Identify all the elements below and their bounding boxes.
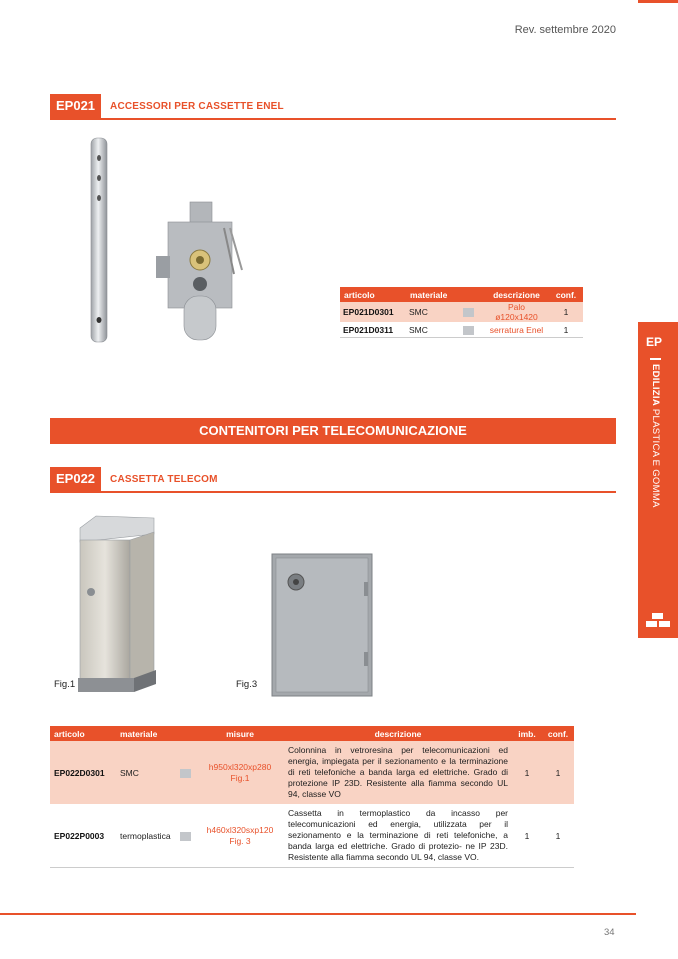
misure-fig: Fig. 3	[229, 835, 251, 846]
section-code: EP021	[50, 94, 101, 118]
telecom-column-image	[74, 514, 158, 696]
cell-materiale: SMC	[406, 302, 460, 322]
section-underline	[50, 118, 616, 120]
cell-materiale: SMC	[406, 322, 460, 338]
cell-conf: 1	[549, 322, 583, 338]
table-row	[50, 804, 574, 868]
bricks-icon	[646, 613, 670, 629]
section-header-ep022	[50, 467, 218, 491]
material-swatch	[180, 769, 191, 778]
cell-imb: 1	[512, 804, 542, 868]
cell-articolo: EP022P0003	[50, 804, 116, 868]
table-row	[340, 302, 583, 322]
table-ep021	[340, 287, 583, 338]
material-swatch	[463, 308, 474, 317]
col-descrizione: descrizione	[484, 287, 549, 302]
table-ep022	[50, 726, 574, 868]
table-row	[340, 322, 583, 338]
top-accent-bar	[638, 0, 678, 3]
cell-descrizione: Palo ø120x1420	[484, 302, 549, 322]
section-underline	[50, 491, 616, 493]
cell-conf: 1	[542, 741, 574, 804]
cell-imb: 1	[512, 741, 542, 804]
pole-image	[84, 136, 114, 344]
table-row	[50, 741, 574, 804]
lock-image	[152, 198, 248, 342]
cell-descrizione: serratura Enel	[484, 322, 549, 338]
cell-articolo: EP021D0311	[340, 322, 406, 338]
section-title: ACCESSORI PER CASSETTE ENEL	[110, 100, 284, 112]
cell-articolo: EP022D0301	[50, 741, 116, 804]
cell-misure	[196, 804, 284, 868]
cell-descrizione: Colonnina in vetroresina per telecomunicazioni ed energia, impiegata per il sezionamento e la terminazione di reti telefoniche a banda larga ed elettriche. Grado di protezione IP 23D. Resistente alla fiamma secondo UL 94, classe VO	[284, 741, 512, 804]
col-materiale: materiale	[116, 726, 176, 741]
cell-articolo: EP021D0301	[340, 302, 406, 322]
telecom-box-image	[270, 552, 374, 698]
col-articolo: articolo	[340, 287, 406, 302]
col-articolo: articolo	[50, 726, 116, 741]
cell-conf: 1	[549, 302, 583, 322]
col-misure: misure	[196, 726, 284, 741]
side-tab-code: EP	[646, 335, 663, 349]
material-swatch	[463, 326, 474, 335]
category-banner: CONTENITORI PER TELECOMUNICAZIONE	[50, 418, 616, 444]
misure-value: h460xl320sxp120	[206, 824, 274, 835]
col-conf: conf.	[542, 726, 574, 741]
figure-label-1: Fig.1	[54, 679, 76, 690]
side-tab-rest: PLASTICA E GOMMA	[650, 405, 661, 508]
cell-materiale: SMC	[116, 741, 176, 804]
misure-value: h950xl320xp280	[208, 761, 272, 772]
section-title: CASSETTA TELECOM	[110, 473, 218, 485]
cell-misure	[196, 741, 284, 804]
col-materiale: materiale	[406, 287, 460, 302]
section-header-ep021	[50, 94, 284, 118]
revision-label: Rev. settembre 2020	[514, 24, 616, 36]
cell-descrizione: Cassetta in termoplastico da incasso per telecomunicazioni ed energia, utilizzata per il sezionamento e la terminazione di reti telefoniche, a banda larga ed elettriche. Grado di protezio- ne IP 23D. Resistente alla fiamma secondo UL 94, classe VO.	[284, 804, 512, 868]
category-side-tab	[638, 322, 678, 638]
col-conf: conf.	[549, 287, 583, 302]
page-number: 34	[604, 927, 615, 938]
col-descrizione: descrizione	[284, 726, 512, 741]
cell-materiale: termoplastica	[116, 804, 176, 868]
misure-fig: Fig.1	[230, 772, 250, 783]
col-imb: imb.	[512, 726, 542, 741]
figure-label-3: Fig.3	[236, 679, 258, 690]
cell-conf: 1	[542, 804, 574, 868]
material-swatch	[180, 832, 191, 841]
side-tab-bold: EDILIZIA	[650, 358, 661, 406]
side-tab-label	[650, 358, 661, 508]
footer-line	[0, 913, 636, 915]
section-code: EP022	[50, 467, 101, 491]
